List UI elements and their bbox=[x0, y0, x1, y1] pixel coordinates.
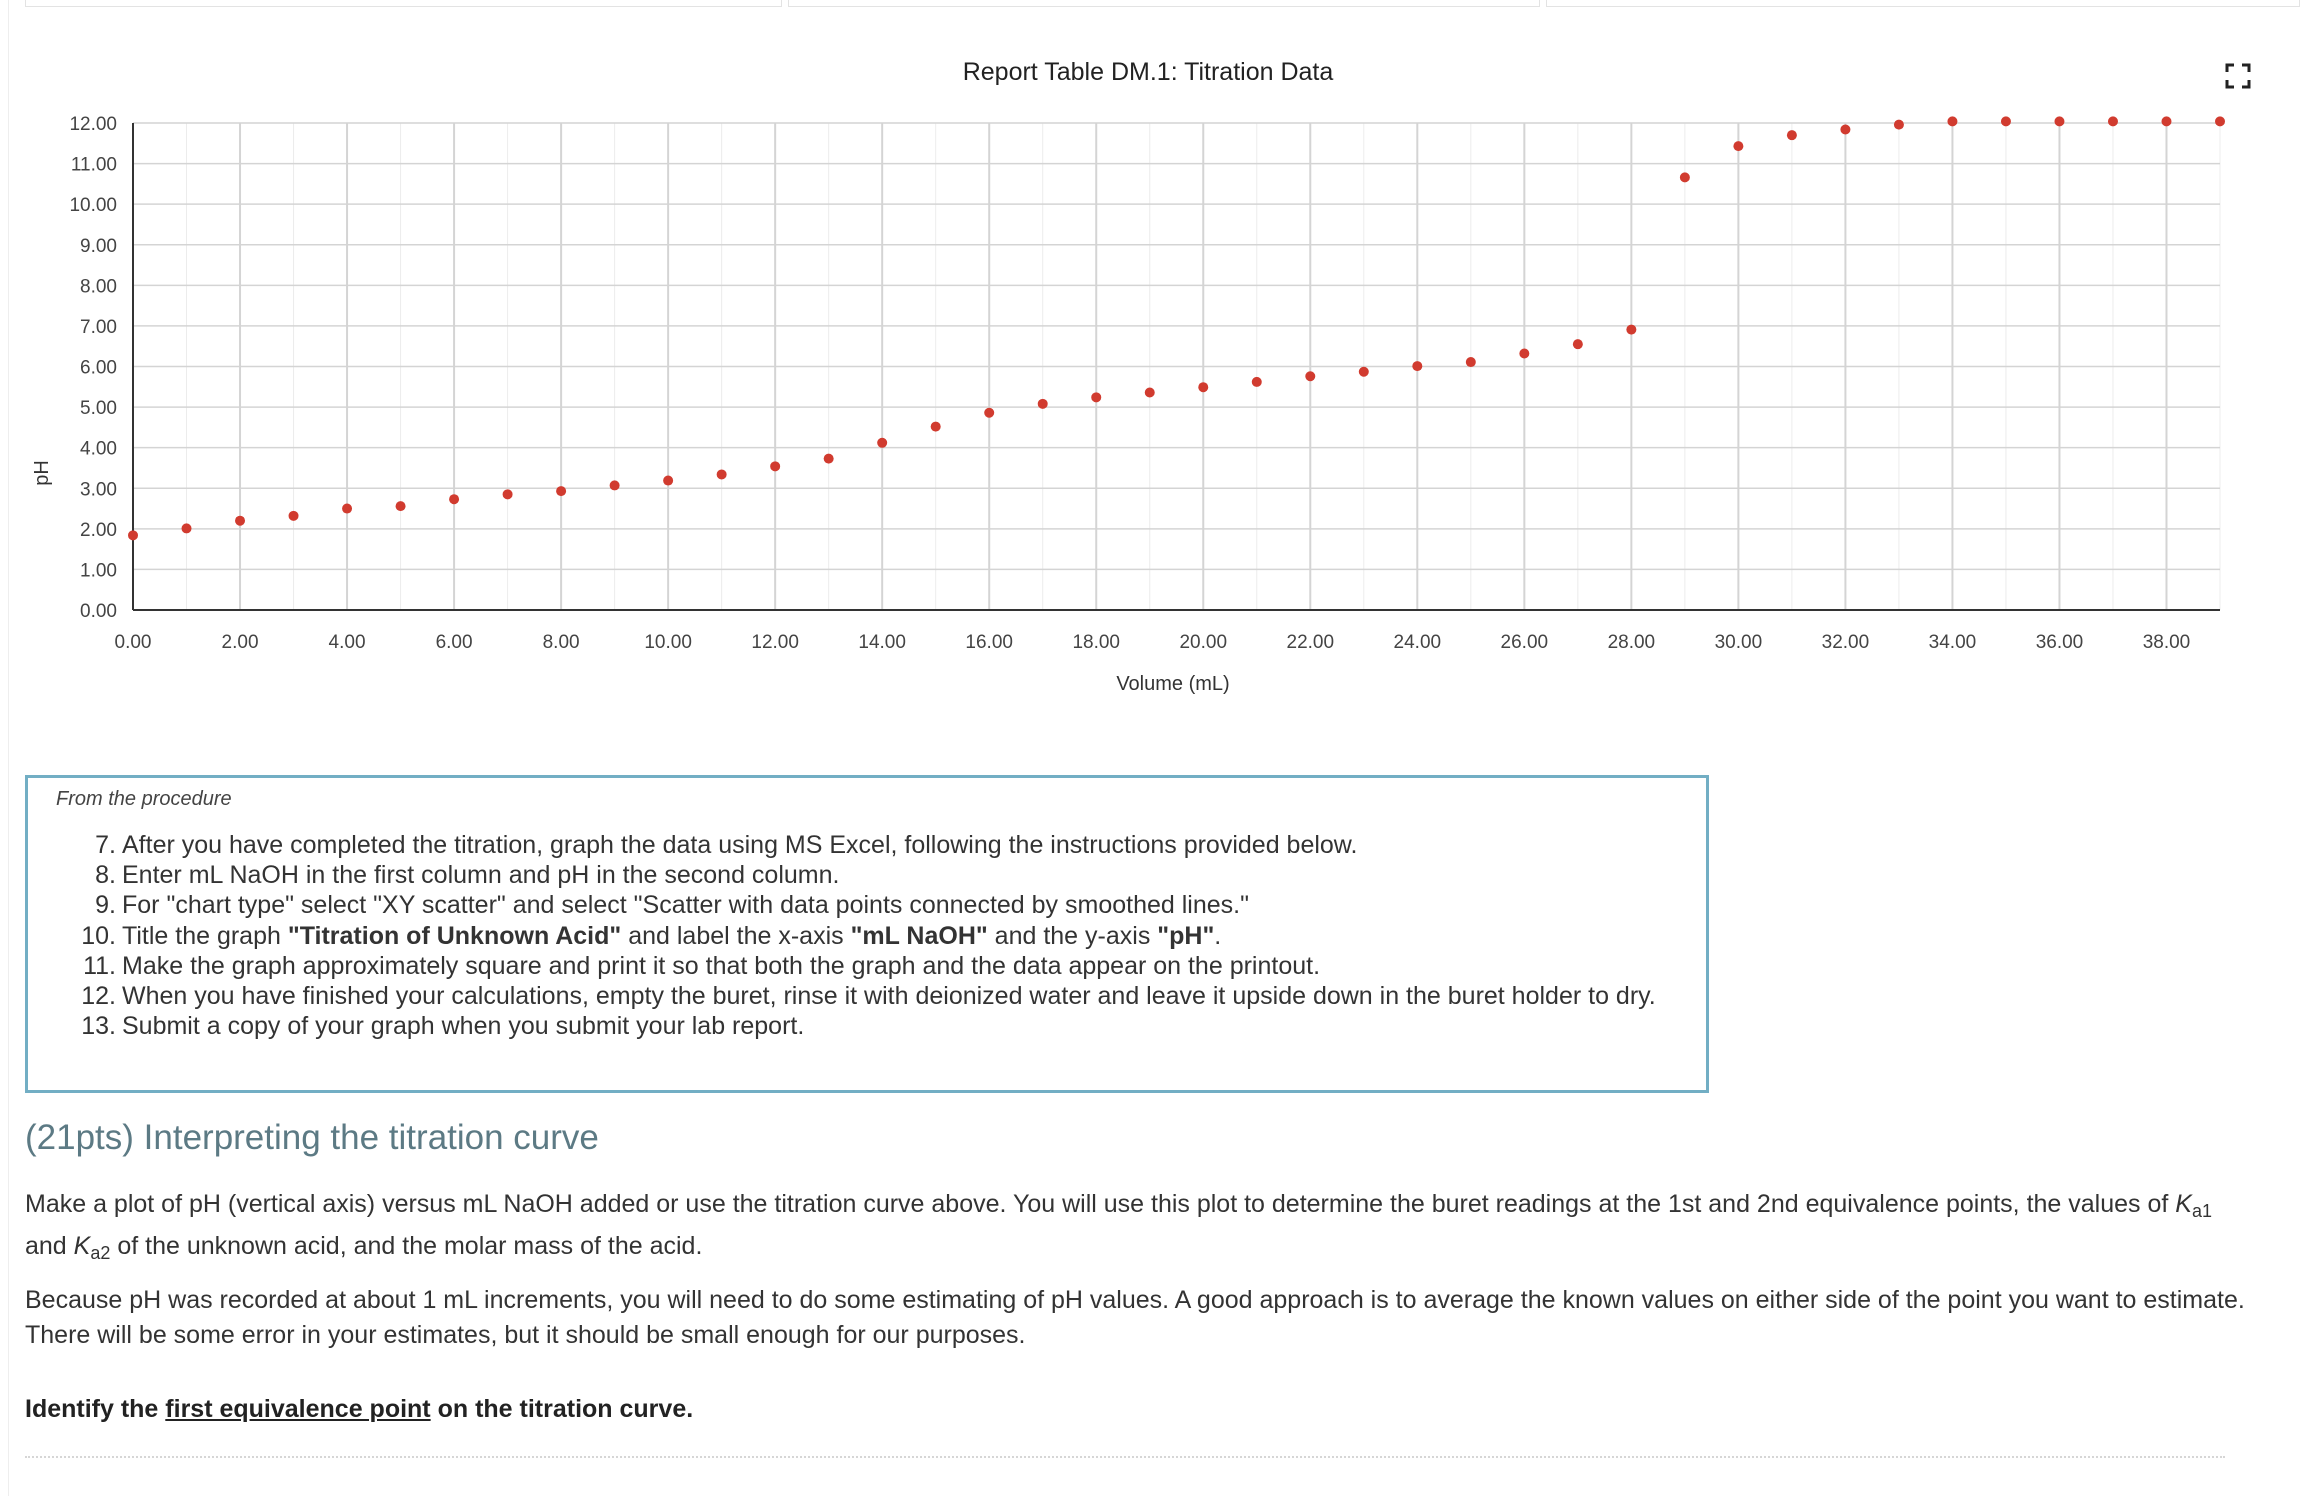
x-tick-label: 36.00 bbox=[2035, 632, 2084, 653]
ka1-subscript: a1 bbox=[2191, 1201, 2212, 1221]
y-tick-label: 4.00 bbox=[80, 438, 117, 460]
data-point bbox=[556, 486, 566, 496]
data-point bbox=[449, 494, 459, 504]
data-point bbox=[396, 501, 406, 511]
y-tick-label: 9.00 bbox=[80, 235, 117, 257]
procedure-step bbox=[28, 921, 1656, 951]
y-tick-label: 2.00 bbox=[80, 519, 117, 541]
data-point bbox=[1198, 382, 1208, 392]
data-point bbox=[1359, 367, 1369, 377]
data-point bbox=[1573, 339, 1583, 349]
x-tick-label: 8.00 bbox=[542, 632, 580, 653]
data-point bbox=[1894, 120, 1904, 130]
step-number: 9. bbox=[95, 891, 116, 920]
ka1-symbol bbox=[2175, 1190, 2212, 1221]
data-point bbox=[663, 476, 673, 486]
paragraph-text: of the unknown acid, and the molar mass of the acid. bbox=[110, 1232, 703, 1260]
y-tick-label: 8.00 bbox=[80, 276, 117, 298]
data-point bbox=[1038, 399, 1048, 409]
y-tick-label: 12.00 bbox=[69, 114, 117, 135]
step-bold-xaxis: "mL NaOH" bbox=[850, 921, 988, 950]
expand-icon[interactable] bbox=[2225, 63, 2251, 89]
data-point bbox=[1412, 361, 1422, 371]
data-point bbox=[289, 511, 299, 521]
k-letter: K bbox=[2175, 1190, 2192, 1218]
chart-title: Report Table DM.1: Titration Data bbox=[962, 58, 1334, 86]
ka2-subscript: a2 bbox=[90, 1243, 111, 1263]
cut-off-text-line bbox=[25, 1456, 2225, 1462]
step-bold-yaxis: "pH" bbox=[1157, 921, 1215, 950]
top-tab-2 bbox=[788, 0, 1540, 7]
step-number: 10. bbox=[81, 921, 116, 950]
data-point bbox=[984, 408, 994, 418]
prompt-text: Identify the bbox=[25, 1395, 166, 1423]
estimation-paragraph: Because pH was recorded at about 1 mL increments, you will need to do some estimating of pH values. A good approach is to average the known values on either side of the point you want to estimate. There will be some error in your estimates, but it should be small enough for our purposes. bbox=[25, 1286, 2245, 1349]
step-number: 7. bbox=[95, 831, 116, 859]
x-tick-label: 14.00 bbox=[858, 632, 906, 653]
y-tick-labels bbox=[69, 114, 117, 622]
data-point bbox=[877, 438, 887, 448]
x-tick-label: 30.00 bbox=[1714, 632, 1763, 653]
data-point bbox=[824, 454, 834, 464]
x-tick-label: 12.00 bbox=[751, 632, 799, 653]
section-heading: (21pts) Interpreting the titration curve bbox=[25, 1118, 599, 1157]
data-point bbox=[1466, 357, 1476, 367]
x-tick-label: 10.00 bbox=[644, 632, 692, 653]
titration-chart bbox=[0, 30, 2319, 710]
step-text: Submit a copy of your graph when you submit your lab report. bbox=[122, 1012, 805, 1041]
step-text: . bbox=[1214, 921, 1222, 950]
procedure-heading: From the procedure bbox=[56, 788, 232, 810]
data-points bbox=[128, 116, 2225, 540]
step-text: When you have finished your calculations, empty the buret, rinse it with deionized water and leave it upside down in the buret holder to dry. bbox=[122, 982, 1656, 1011]
y-tick-label: 10.00 bbox=[69, 195, 117, 217]
data-point bbox=[1519, 349, 1529, 359]
y-tick-label: 5.00 bbox=[80, 398, 117, 420]
x-tick-label: 6.00 bbox=[435, 632, 473, 653]
data-point bbox=[1947, 116, 1957, 126]
step-text: Title the graph bbox=[122, 921, 288, 950]
x-tick-label: 38.00 bbox=[2142, 632, 2191, 653]
procedure-step bbox=[28, 1011, 1656, 1041]
grid-horizontal bbox=[133, 123, 2220, 569]
top-tab-1 bbox=[25, 0, 782, 7]
paragraph-text: Make a plot of pH (vertical axis) versus mL NaOH added or use the titration curve above. You will use this plot to determine the buret readings at the 1st and 2nd equivalence points, the values of bbox=[25, 1190, 2176, 1218]
data-point bbox=[1626, 325, 1636, 335]
k-letter: K bbox=[73, 1232, 91, 1260]
data-point bbox=[1305, 371, 1315, 381]
x-tick-label: 24.00 bbox=[1393, 632, 1442, 653]
x-tick-label: 20.00 bbox=[1179, 632, 1228, 653]
data-point bbox=[128, 530, 138, 540]
step-text: Make the graph approximately square and print it so that both the graph and the data appear on the printout. bbox=[122, 951, 1321, 980]
data-point bbox=[717, 469, 727, 479]
x-tick-label: 0.00 bbox=[114, 632, 152, 653]
step-bold-title: "Titration of Unknown Acid" bbox=[287, 921, 622, 950]
y-tick-label: 7.00 bbox=[80, 316, 117, 338]
y-tick-label: 11.00 bbox=[70, 154, 117, 176]
data-point bbox=[610, 480, 620, 490]
x-tick-label: 34.00 bbox=[1928, 632, 1977, 653]
prompt-text: on the titration curve. bbox=[430, 1395, 694, 1423]
identify-prompt bbox=[25, 1395, 693, 1424]
data-point bbox=[2215, 116, 2225, 126]
procedure-list bbox=[28, 830, 1656, 1041]
first-equivalence-point-term: first equivalence point bbox=[165, 1395, 431, 1423]
procedure-step bbox=[28, 890, 1656, 920]
step-text: For "chart type" select "XY scatter" and select "Scatter with data points connected by smoothed lines." bbox=[122, 891, 1249, 920]
x-tick-label: 4.00 bbox=[328, 632, 366, 653]
x-tick-label: 28.00 bbox=[1607, 632, 1656, 653]
step-number: 11. bbox=[83, 951, 116, 980]
top-tab-3 bbox=[1546, 0, 2300, 7]
x-tick-label: 32.00 bbox=[1821, 632, 1870, 653]
data-point bbox=[770, 461, 780, 471]
procedure-step bbox=[28, 951, 1656, 981]
paragraph-text: and bbox=[25, 1232, 74, 1260]
step-text: and label the x-axis bbox=[621, 921, 851, 950]
step-text: After you have completed the titration, graph the data using MS Excel, following the instructions provided below. bbox=[122, 831, 1358, 859]
x-axis-title: Volume (mL) bbox=[1116, 673, 1230, 695]
data-point bbox=[2054, 116, 2064, 126]
data-point bbox=[1733, 141, 1743, 151]
data-point bbox=[2001, 116, 2011, 126]
data-point bbox=[1680, 172, 1690, 182]
data-point bbox=[235, 516, 245, 526]
ka2-symbol bbox=[73, 1232, 111, 1263]
procedure-step bbox=[28, 981, 1656, 1011]
y-tick-label: 6.00 bbox=[80, 357, 117, 379]
data-point bbox=[503, 489, 513, 499]
y-tick-label: 1.00 bbox=[80, 560, 117, 582]
instructions-paragraph bbox=[25, 1187, 2285, 1271]
data-point bbox=[931, 422, 941, 432]
step-number: 8. bbox=[95, 861, 116, 890]
procedure-step bbox=[28, 830, 1656, 860]
x-tick-label: 2.00 bbox=[221, 632, 259, 653]
data-point bbox=[182, 523, 192, 533]
data-point bbox=[1145, 387, 1155, 397]
data-point bbox=[1787, 130, 1797, 140]
data-point bbox=[2108, 116, 2118, 126]
data-point bbox=[1252, 377, 1262, 387]
x-tick-label: 22.00 bbox=[1286, 632, 1335, 653]
data-point bbox=[2161, 116, 2171, 126]
x-tick-label: 18.00 bbox=[1072, 632, 1121, 653]
y-axis-title: pH bbox=[31, 460, 53, 486]
data-point bbox=[1840, 124, 1850, 134]
y-tick-label: 3.00 bbox=[80, 479, 117, 501]
step-text: and the y-axis bbox=[987, 921, 1158, 950]
x-tick-label: 16.00 bbox=[965, 632, 1013, 653]
y-tick-label: 0.00 bbox=[80, 601, 117, 622]
data-point bbox=[342, 504, 352, 514]
procedure-step bbox=[28, 860, 1656, 890]
step-text: Enter mL NaOH in the first column and pH in the second column. bbox=[122, 861, 840, 890]
step-number: 12. bbox=[81, 982, 116, 1011]
data-point bbox=[1091, 392, 1101, 402]
procedure-box bbox=[25, 775, 1709, 1093]
step-number: 13. bbox=[81, 1012, 116, 1041]
x-tick-label: 26.00 bbox=[1500, 632, 1549, 653]
x-tick-labels bbox=[115, 632, 2191, 653]
